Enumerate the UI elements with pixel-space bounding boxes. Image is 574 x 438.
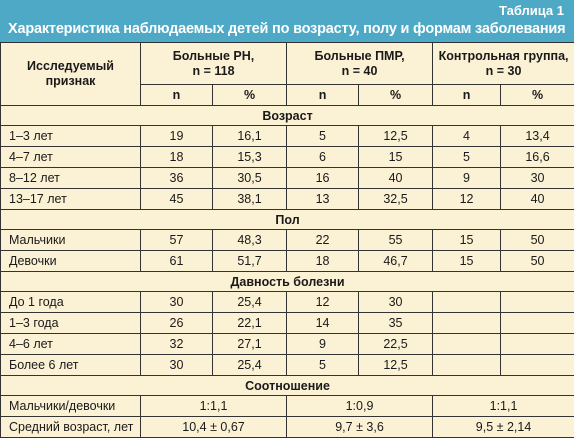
table-cell: 51,7 bbox=[213, 251, 287, 272]
feature-header-line2: признак bbox=[5, 74, 136, 89]
table-cell: 9,7 ± 3,6 bbox=[287, 417, 433, 438]
table-cell: 15 bbox=[433, 251, 501, 272]
table-cell: 22,5 bbox=[359, 334, 433, 355]
table-cell: 50 bbox=[501, 251, 574, 272]
table-row bbox=[1, 313, 574, 334]
table-cell: 13 bbox=[287, 189, 359, 210]
table-row bbox=[1, 230, 574, 251]
table-cell: 5 bbox=[287, 355, 359, 376]
table-cell: 57 bbox=[141, 230, 213, 251]
table-cell: 40 bbox=[501, 189, 574, 210]
table-cell bbox=[501, 334, 574, 355]
table-cell: 6 bbox=[287, 147, 359, 168]
group-header-line1: Больные ПМР, bbox=[291, 49, 428, 64]
row-label: Девочки bbox=[1, 251, 141, 272]
table-row bbox=[1, 251, 574, 272]
table-cell bbox=[433, 292, 501, 313]
row-label: Средний возраст, лет bbox=[1, 417, 141, 438]
table-cell: 36 bbox=[141, 168, 213, 189]
n-header: n bbox=[287, 85, 359, 106]
n-header: n bbox=[433, 85, 501, 106]
table-cell bbox=[501, 355, 574, 376]
table-cell: 9,5 ± 2,14 bbox=[433, 417, 574, 438]
table-cell: 13,4 bbox=[501, 126, 574, 147]
section-title: Соотношение bbox=[1, 376, 574, 396]
table-cell: 15,3 bbox=[213, 147, 287, 168]
table-cell: 45 bbox=[141, 189, 213, 210]
table-number: Таблица 1 bbox=[499, 3, 564, 18]
section-header-row bbox=[1, 210, 574, 230]
table-cell: 18 bbox=[141, 147, 213, 168]
table-cell: 12 bbox=[287, 292, 359, 313]
table-cell: 9 bbox=[433, 168, 501, 189]
table-cell: 15 bbox=[359, 147, 433, 168]
table-cell: 4 bbox=[433, 126, 501, 147]
table-cell: 25,4 bbox=[213, 355, 287, 376]
table-cell: 26 bbox=[141, 313, 213, 334]
group-header-line1: Контрольная группа, bbox=[437, 49, 570, 64]
table-cell: 30 bbox=[501, 168, 574, 189]
table-cell: 16,6 bbox=[501, 147, 574, 168]
row-label: Более 6 лет bbox=[1, 355, 141, 376]
table-cell: 1:0,9 bbox=[287, 396, 433, 417]
table-row bbox=[1, 355, 574, 376]
group-header-line1: Больные РН, bbox=[145, 49, 282, 64]
table-cell: 5 bbox=[287, 126, 359, 147]
section-title: Возраст bbox=[1, 106, 574, 126]
table-cell: 22 bbox=[287, 230, 359, 251]
group-header-line2: n = 40 bbox=[291, 64, 428, 79]
group-header-control bbox=[433, 43, 574, 85]
table-cell: 25,4 bbox=[213, 292, 287, 313]
row-label: Мальчики bbox=[1, 230, 141, 251]
table-cell: 1:1,1 bbox=[141, 396, 287, 417]
table-cell bbox=[501, 313, 574, 334]
table-cell: 32,5 bbox=[359, 189, 433, 210]
table-cell: 16 bbox=[287, 168, 359, 189]
table-cell: 32 bbox=[141, 334, 213, 355]
row-label: До 1 года bbox=[1, 292, 141, 313]
table-cell: 1:1,1 bbox=[433, 396, 574, 417]
table-cell: 38,1 bbox=[213, 189, 287, 210]
table-cell: 35 bbox=[359, 313, 433, 334]
feature-header bbox=[1, 43, 141, 106]
table-cell: 46,7 bbox=[359, 251, 433, 272]
table-row bbox=[1, 396, 574, 417]
table-row bbox=[1, 126, 574, 147]
table-cell: 30 bbox=[141, 292, 213, 313]
table-cell: 22,1 bbox=[213, 313, 287, 334]
table-cell: 12,5 bbox=[359, 355, 433, 376]
table-cell: 10,4 ± 0,67 bbox=[141, 417, 287, 438]
table-cell: 50 bbox=[501, 230, 574, 251]
table-row bbox=[1, 147, 574, 168]
row-label: 13–17 лет bbox=[1, 189, 141, 210]
section-header-row bbox=[1, 376, 574, 396]
table-row bbox=[1, 334, 574, 355]
table-cell: 15 bbox=[433, 230, 501, 251]
table-cell: 9 bbox=[287, 334, 359, 355]
n-header: n bbox=[141, 85, 213, 106]
table-cell bbox=[501, 292, 574, 313]
table-cell: 30,5 bbox=[213, 168, 287, 189]
table-cell: 12,5 bbox=[359, 126, 433, 147]
pct-header: % bbox=[359, 85, 433, 106]
table-cell bbox=[433, 313, 501, 334]
table-cell: 5 bbox=[433, 147, 501, 168]
row-label: 4–7 лет bbox=[1, 147, 141, 168]
table-title: Характеристика наблюдаемых детей по возрасту, полу и формам заболевания bbox=[8, 21, 565, 37]
feature-header-line1: Исследуемый bbox=[5, 59, 136, 74]
table-cell bbox=[433, 334, 501, 355]
table-cell: 30 bbox=[141, 355, 213, 376]
table-row bbox=[1, 168, 574, 189]
pct-header: % bbox=[501, 85, 574, 106]
table-cell: 18 bbox=[287, 251, 359, 272]
data-table bbox=[0, 42, 574, 438]
group-header-rn bbox=[141, 43, 287, 85]
row-label: 1–3 лет bbox=[1, 126, 141, 147]
table-header-bar bbox=[0, 0, 574, 42]
table-cell: 14 bbox=[287, 313, 359, 334]
group-header-line2: n = 30 bbox=[437, 64, 570, 79]
table-cell: 55 bbox=[359, 230, 433, 251]
row-label: 1–3 года bbox=[1, 313, 141, 334]
table-cell: 27,1 bbox=[213, 334, 287, 355]
row-label: 4–6 лет bbox=[1, 334, 141, 355]
table-cell: 16,1 bbox=[213, 126, 287, 147]
row-label: 8–12 лет bbox=[1, 168, 141, 189]
section-title: Пол bbox=[1, 210, 574, 230]
pct-header: % bbox=[213, 85, 287, 106]
table-cell: 12 bbox=[433, 189, 501, 210]
section-title: Давность болезни bbox=[1, 272, 574, 292]
header-row-groups bbox=[1, 43, 574, 85]
group-header-pmr bbox=[287, 43, 433, 85]
table-row bbox=[1, 189, 574, 210]
row-label: Мальчики/девочки bbox=[1, 396, 141, 417]
table-row bbox=[1, 417, 574, 438]
section-header-row bbox=[1, 272, 574, 292]
section-header-row bbox=[1, 106, 574, 126]
table-cell: 30 bbox=[359, 292, 433, 313]
table-row bbox=[1, 292, 574, 313]
table-cell: 19 bbox=[141, 126, 213, 147]
group-header-line2: n = 118 bbox=[145, 64, 282, 79]
table-cell bbox=[433, 355, 501, 376]
table-cell: 48,3 bbox=[213, 230, 287, 251]
table-cell: 40 bbox=[359, 168, 433, 189]
table-cell: 61 bbox=[141, 251, 213, 272]
